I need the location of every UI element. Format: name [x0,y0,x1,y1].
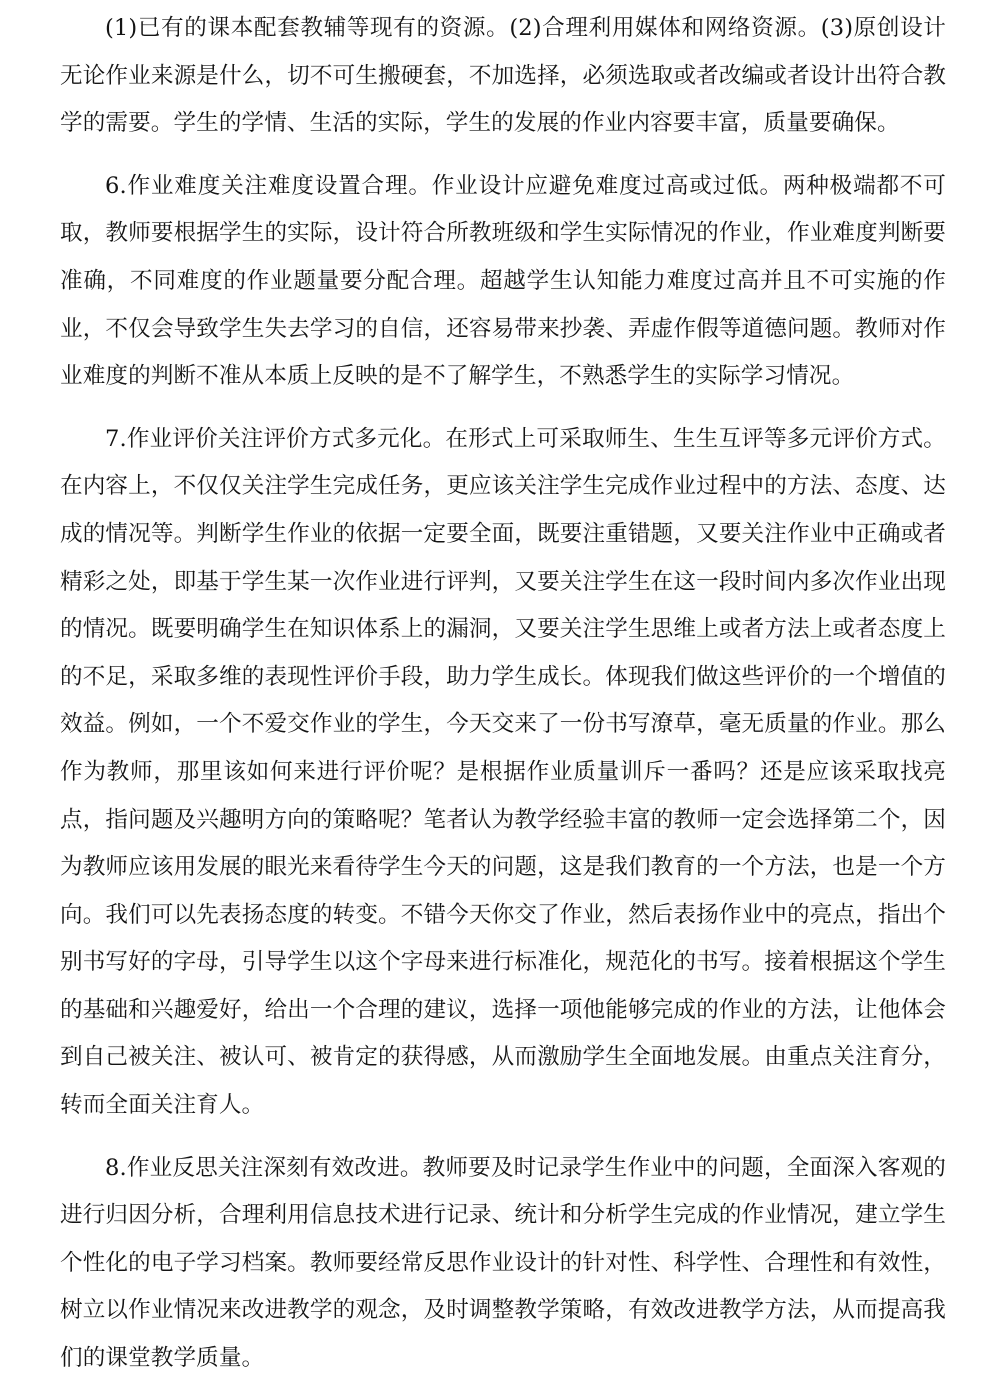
paragraph-homework-difficulty: 6.作业难度关注难度设置合理。作业设计应避免难度过高或过低。两种极端都不可取，教师要根据学生的实际，设计符合所教班级和学生实际情况的作业，作业难度判断要准确，不同难度的作业题量要分配合理。超越学生认知能力难度过高并且不可实施的作业，不仅会导致学生失去学习的自信，还容易带来抄袭、弄虚作假等道德问题。教师对作业难度的判断不准从本质上反映的是不了解学生，不熟悉学生的实际学习情况。 [60,172,946,390]
paragraph-homework-reflection: 8.作业反思关注深刻有效改进。教师要及时记录学生作业中的问题，全面深入客观的进行归因分析，合理利用信息技术进行记录、统计和分析学生完成的作业情况，建立学生个性化的电子学习档案。教师要经常反思作业设计的针对性、科学性、合理性和有效性，树立以作业情况来改进教学的观念，及时调整教学策略，有效改进教学方法，从而提高我们的课堂教学质量。 [60,1154,946,1372]
paragraph-homework-evaluation: 7.作业评价关注评价方式多元化。在形式上可采取师生、生生互评等多元评价方式。在内容上，不仅仅关注学生完成任务，更应该关注学生完成作业过程中的方法、态度、达成的情况等。判断学生作业的依据一定要全面，既要注重错题，又要关注作业中正确或者精彩之处，即基于学生某一次作业进行评判，又要关注学生在这一段时间内多次作业出现的情况。既要明确学生在知识体系上的漏洞，又要关注学生思维上或者方法上或者态度上的不足，采取多维的表现性评价手段，助力学生成长。体现我们做这些评价的一个增值的效益。例如，一个不爱交作业的学生，今天交来了一份书写潦草，毫无质量的作业。那么作为教师，那里该如何来进行评价呢？是根据作业质量训斥一番吗？还是应该采取找亮点，指问题及兴趣明方向的策略呢？笔者认为教学经验丰富的教师一定会选择第二个，因为教师应该用发展的眼光来看待学生今天的问题，这是我们教育的一个方法，也是一个方向。我们可以先表扬态度的转变。不错今天你交了作业，然后表扬作业中的亮点，指出个别书写好的字母，引导学生以这个字母来进行标准化，规范化的书写。接着根据这个学生的基础和兴趣爱好，给出一个合理的建议，选择一项他能够完成的作业的方法，让他体会到自己被关注、被认可、被肯定的获得感，从而激励学生全面地发展。由重点关注育分，转而全面关注育人。 [60,425,946,1119]
paragraph-resource-sources: (1)已有的课本配套教辅等现有的资源。(2)合理利用媒体和网络资源。(3)原创设计无论作业来源是什么，切不可生搬硬套，不加选择，必须选取或者改编或者设计出符合教学的需要。学生的学情、生活的实际，学生的发展的作业内容要丰富，质量要确保。 [60,15,946,137]
